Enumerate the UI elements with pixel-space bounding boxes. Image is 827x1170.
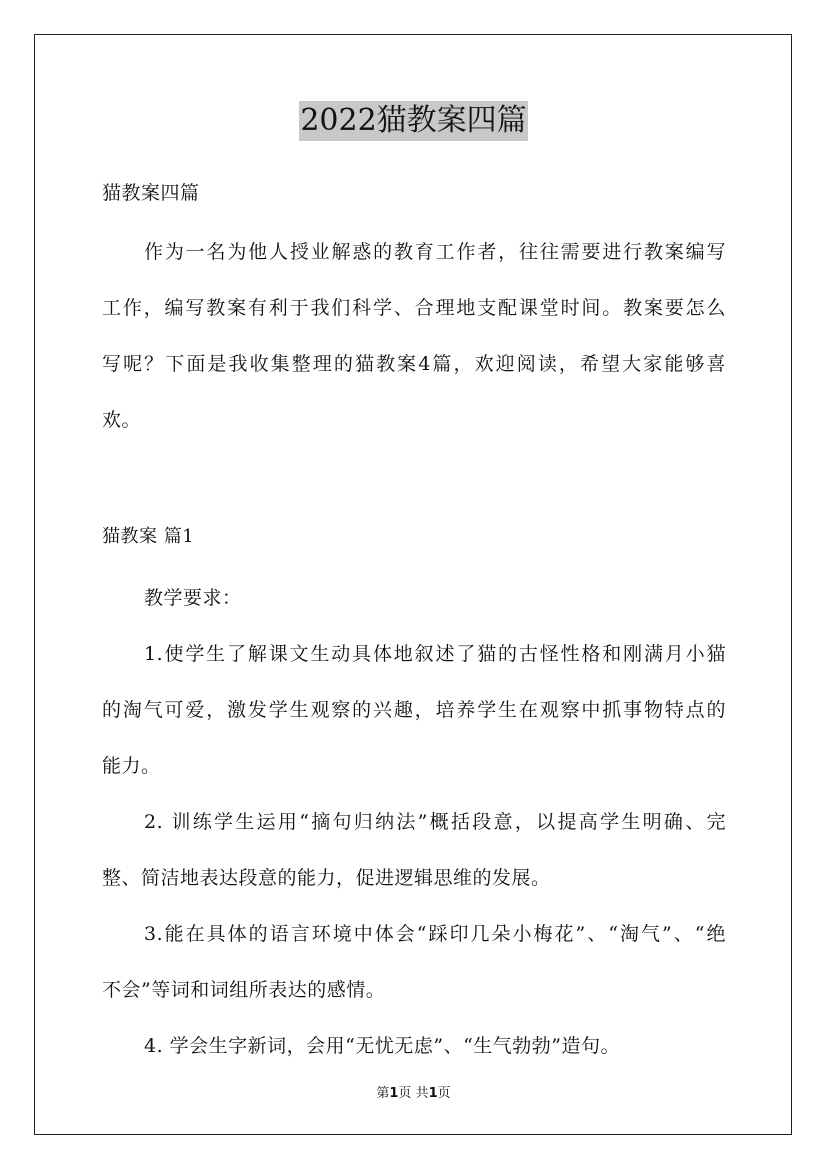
footer-page-mid: 页 共 bbox=[398, 1086, 429, 1101]
requirements-label: 教学要求： bbox=[144, 587, 242, 609]
item-4-line-1: 4. 学会生字新词，会用“无忧无虑”、“生气勃勃”造句。 bbox=[144, 1035, 621, 1057]
document-title: 2022猫教案四篇 bbox=[299, 101, 527, 141]
item-3-line-1: 3.能在具体的语言环境中体会“踩印几朵小梅花”、“淘气”、“绝 bbox=[144, 923, 726, 945]
item-3-line-2: 不会”等词和词组所表达的感情。 bbox=[102, 979, 386, 1001]
item-2-line-2: 整、简洁地表达段意的能力，促进逻辑思维的发展。 bbox=[102, 867, 551, 889]
document-body bbox=[102, 170, 726, 1074]
intro-line-1: 作为一名为他人授业解惑的教育工作者，往往需要进行教案编写 bbox=[144, 241, 726, 263]
footer-page-current: 1 bbox=[389, 1086, 399, 1101]
item-1-line-1: 1.使学生了解课文生动具体地叙述了猫的古怪性格和刚满月小猫 bbox=[144, 643, 726, 665]
intro-line-4: 欢。 bbox=[102, 409, 142, 431]
title-wrap bbox=[0, 101, 827, 141]
footer-page-prefix: 第 bbox=[376, 1086, 390, 1101]
document-subtitle: 猫教案四篇 bbox=[102, 182, 200, 204]
item-1-line-3: 能力。 bbox=[102, 755, 161, 777]
item-1-line-2: 的淘气可爱，激发学生观察的兴趣，培养学生在观察中抓事物特点的 bbox=[102, 699, 726, 721]
intro-line-2: 工作，编写教案有利于我们科学、合理地支配课堂时间。教案要怎么 bbox=[102, 297, 726, 319]
intro-line-3: 写呢？下面是我收集整理的猫教案4篇，欢迎阅读，希望大家能够喜 bbox=[102, 353, 726, 375]
page-footer bbox=[0, 1082, 827, 1101]
footer-page-suffix: 页 bbox=[437, 1086, 451, 1101]
footer-page-total: 1 bbox=[428, 1086, 438, 1101]
section-heading: 猫教案 篇1 bbox=[102, 526, 195, 547]
item-2-line-1: 2. 训练学生运用“摘句归纳法”概括段意，以提高学生明确、完 bbox=[144, 811, 726, 833]
